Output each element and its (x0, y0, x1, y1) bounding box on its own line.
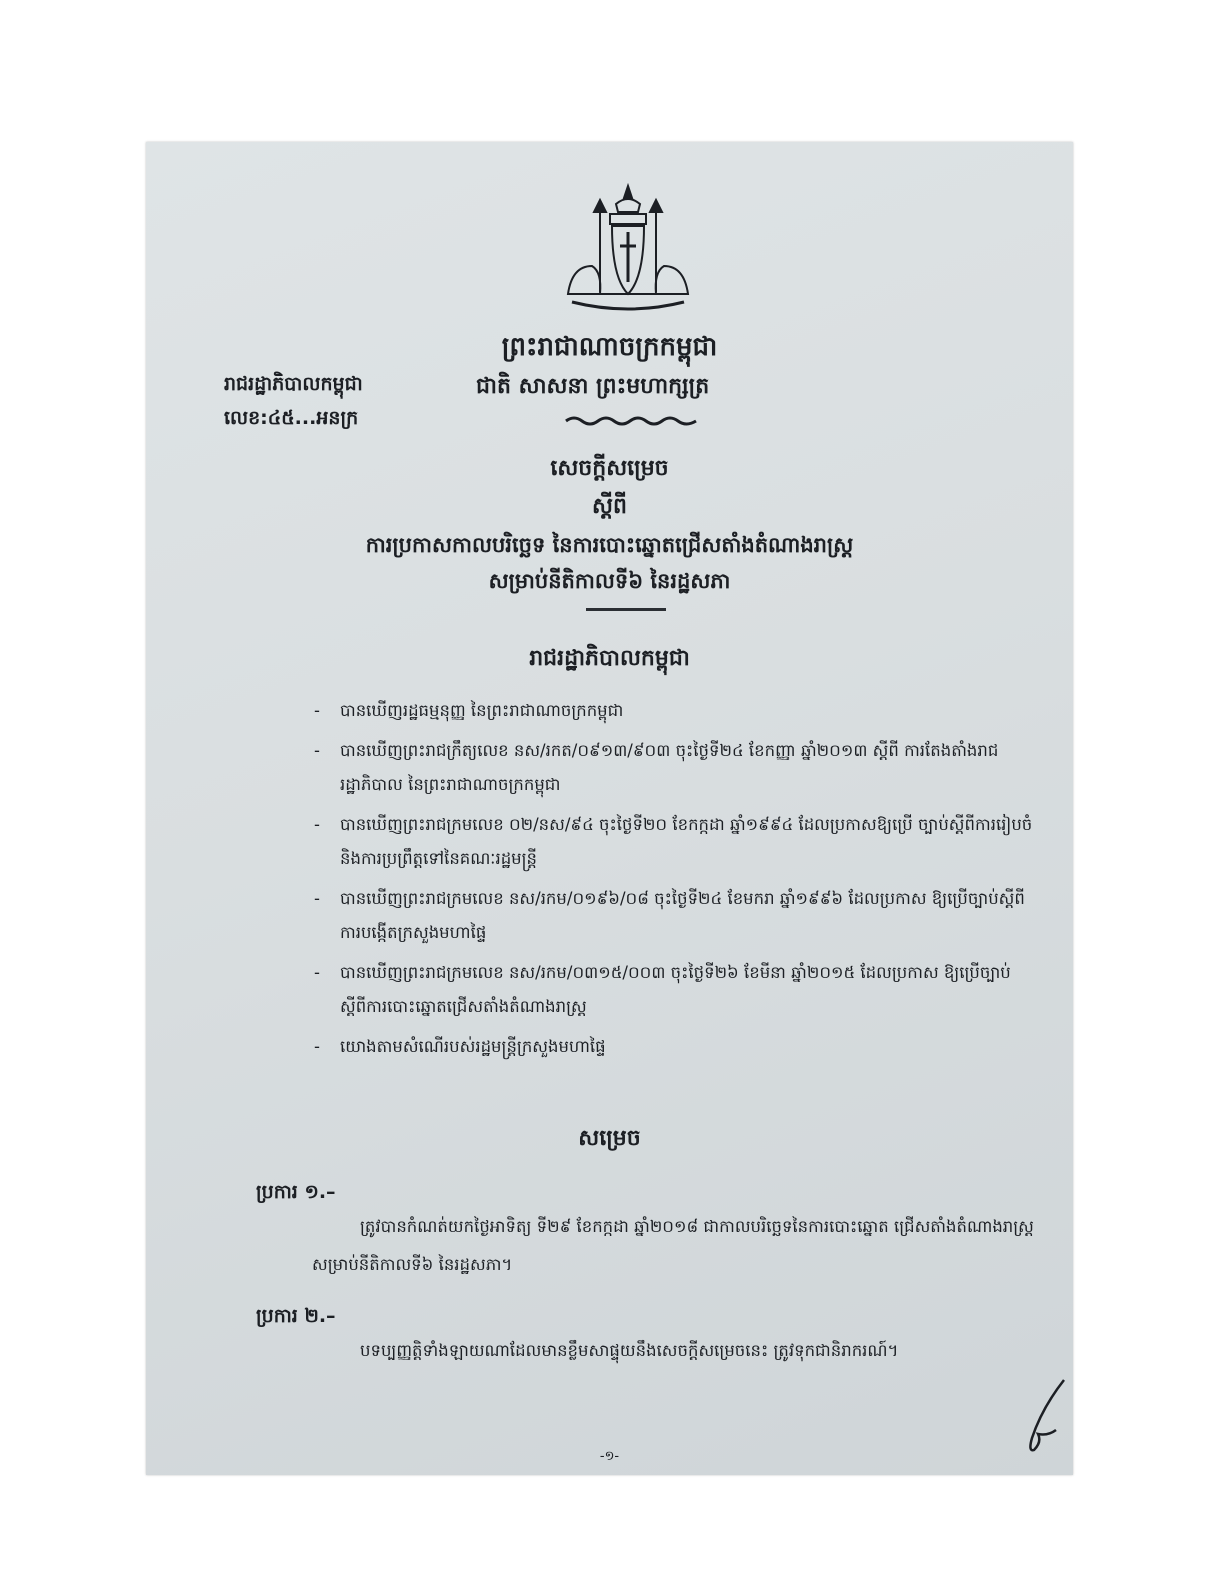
ornament-divider-icon (562, 414, 702, 428)
preamble-clause: - បានឃើញព្រះរាជក្រមលេខ នស/រកម/០១៩៦/០៨ ចុះថ្ងៃទី២៤ ខែមករា ឆ្នាំ១៩៩៦ ដែលប្រកាស ឱ្យប្រើច្បាប់ស្តីពីការបង្កើតក្រសួងមហាផ្ទៃ (314, 889, 1025, 942)
subject-line-1: ការប្រកាសកាលបរិច្ឆេទ នៃការបោះឆ្នោតជ្រើសតាំងតំណាងរាស្ត្រ (365, 533, 854, 557)
clause-text: បានឃើញព្រះរាជក្រមលេខ នស/រកម/០៣១៥/០០៣ ចុះថ្ងៃទី២៦ ខែមីនា ឆ្នាំ២០១៥ ដែលប្រកាស ឱ្យប្រើច្បាប់ស្តីពីការបោះឆ្នោតជ្រើសតាំងតំណាងរាស្ត្រ (340, 963, 1011, 1016)
preamble-clause: - បានឃើញព្រះរាជក្រមលេខ ០២/នស/៩៤ ចុះថ្ងៃទី២០ ខែកក្កដា ឆ្នាំ១៩៩៤ ដែលប្រកាសឱ្យប្រើ ច្បាប់ស្តីពីការរៀបចំ និងការប្រព្រឹត្តទៅនៃគណៈរដ្ឋមន្ត្រី (314, 815, 1033, 868)
page-number: -១- (599, 1449, 620, 1464)
document-page (146, 142, 1073, 1475)
national-motto: ជាតិ សាសនា ព្រះមហាក្សត្រ (476, 374, 710, 399)
clause-text: យោងតាមសំណើរបស់រដ្ឋមន្ត្រីក្រសួងមហាផ្ទៃ (340, 1037, 606, 1056)
document-number: លេខ:៤៥...អនក្រ (224, 407, 359, 429)
kingdom-name: ព្រះរាជាណាចក្រកម្ពុជា (501, 332, 718, 362)
title-divider (586, 608, 666, 611)
regarding-label: ស្តីពី (592, 494, 627, 519)
article-2-heading: ប្រការ ២.– (256, 1305, 336, 1327)
preamble-clause: - យោងតាមសំណើរបស់រដ្ឋមន្ត្រីក្រសួងមហាផ្ទៃ (314, 1037, 606, 1056)
decides-heading: សម្រេច (578, 1126, 641, 1151)
article-1-text: ត្រូវបានកំណត់យកថ្ងៃអាទិត្យ ទី២៩ ខែកក្កដា ឆ្នាំ២០១៨ ជាកាលបរិច្ឆេទនៃការបោះឆ្នោត ជ្រើសតាំងតំណាងរាស្ត្រ សម្រាប់នីតិកាលទី៦ នៃរដ្ឋសភា។ (312, 1217, 1034, 1274)
document-type: សេចក្តីសម្រេច (550, 456, 669, 481)
preamble-clause: - បានឃើញព្រះរាជក្រឹត្យលេខ នស/រកត/០៩១៣/៩០៣ ចុះថ្ងៃទី២៤ ខែកញ្ញា ឆ្នាំ២០១៣ ស្តីពី ការតែងតាំងរាជរដ្ឋាភិបាល នៃព្រះរាជាណាចក្រកម្ពុជា (314, 741, 999, 794)
clause-text: បានឃើញព្រះរាជក្រមលេខ ០២/នស/៩៤ ចុះថ្ងៃទី២០ ខែកក្កដា ឆ្នាំ១៩៩៤ ដែលប្រកាសឱ្យប្រើ ច្បាប់ស្តីពីការរៀបចំ និងការប្រព្រឹត្តទៅនៃគណៈរដ្ឋមន្ត្រី (340, 815, 1033, 868)
article-2-text: បទប្បញ្ញត្តិទាំងឡាយណាដែលមានខ្លឹមសាផ្ទុយនឹងសេចក្តីសម្រេចនេះ ត្រូវទុកជានិរាករណ៍។ (360, 1341, 899, 1360)
subject-line-2: សម្រាប់នីតិកាលទី៦ នៃរដ្ឋសភា (488, 569, 731, 593)
issuer-name: រាជរដ្ឋាភិបាលកម្ពុជា (224, 373, 363, 395)
article-1-heading: ប្រការ ១.– (256, 1181, 336, 1203)
preamble-clauses (314, 694, 1034, 1070)
preamble-clause: - បានឃើញព្រះរាជក្រមលេខ នស/រកម/០៣១៥/០០៣ ចុះថ្ងៃទី២៦ ខែមីនា ឆ្នាំ២០១៥ ដែលប្រកាស ឱ្យប្រើច្បាប់ស្តីពីការបោះឆ្នោតជ្រើសតាំងតំណាងរាស្ត្រ (314, 963, 1011, 1016)
clause-text: បានឃើញព្រះរាជក្រឹត្យលេខ នស/រកត/០៩១៣/៩០៣ ចុះថ្ងៃទី២៤ ខែកញ្ញា ឆ្នាំ២០១៣ ស្តីពី ការតែងតាំងរាជរដ្ឋាភិបាល នៃព្រះរាជាណាចក្រកម្ពុជា (340, 741, 999, 794)
preamble-clause: - បានឃើញរដ្ឋធម្មនុញ្ញ នៃព្រះរាជាណាចក្រកម្ពុជា (314, 701, 624, 720)
signature-mark-icon (1012, 1378, 1072, 1458)
clause-text: បានឃើញព្រះរាជក្រមលេខ នស/រកម/០១៩៦/០៨ ចុះថ្ងៃទី២៤ ខែមករា ឆ្នាំ១៩៩៦ ដែលប្រកាស ឱ្យប្រើច្បាប់ស្តីពីការបង្កើតក្រសួងមហាផ្ទៃ (340, 889, 1025, 942)
clause-text: បានឃើញរដ្ឋធម្មនុញ្ញ នៃព្រះរាជាណាចក្រកម្ពុជា (340, 701, 624, 720)
royal-coat-of-arms-icon (558, 182, 698, 322)
government-heading: រាជរដ្ឋាភិបាលកម្ពុជា (529, 646, 690, 671)
